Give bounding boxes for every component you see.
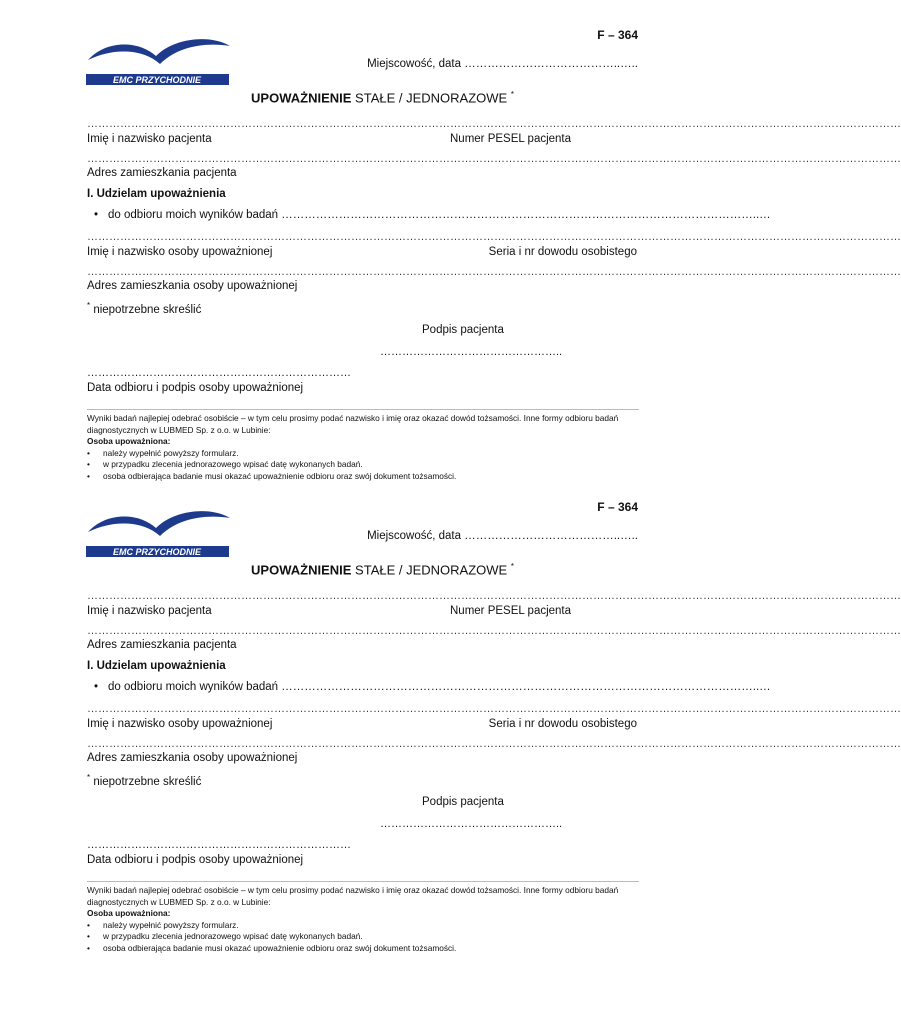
section-heading: I. Udzielam upoważnienia [87, 188, 226, 200]
patient-address-field[interactable]: …………………………………………………………………………………………………………………………………………………………………………………………………… [87, 153, 901, 165]
pickup-label: Data odbioru i podpis osoby upoważnionej [87, 854, 304, 866]
note-item: • w przypadku zlecenia jednorazowego wpisać datę wykonanych badań. [103, 459, 639, 471]
strike-mark: * [87, 773, 91, 782]
strike-note [87, 773, 201, 788]
strike-mark: * [87, 301, 91, 310]
title-rest: STAŁE / JEDNORAZOWE [351, 562, 511, 578]
strike-note [87, 301, 201, 316]
pickup-date-field[interactable]: ……………………………………………………………… [87, 839, 351, 851]
patient-address-field[interactable]: …………………………………………………………………………………………………………………………………………………………………………………………………… [87, 625, 901, 637]
patient-address-label: Adres zamieszkania pacjenta [87, 639, 237, 651]
strike-text: niepotrzebne skreślić [90, 303, 202, 316]
title-rest: STAŁE / JEDNORAZOWE [351, 90, 511, 106]
pesel-label: Numer PESEL pacjenta [450, 133, 572, 145]
authorization-form-1 [0, 0, 901, 481]
authorization-form-2 [0, 472, 901, 953]
note-item: • należy wypełnić powyższy formularz. [103, 920, 639, 932]
patient-name-label: Imię i nazwisko pacjenta [87, 133, 212, 145]
section-heading: I. Udzielam upoważnienia [87, 660, 226, 672]
note-item: • w przypadku zlecenia jednorazowego wpisać datę wykonanych badań. [103, 931, 639, 943]
pickup-date-field[interactable]: ……………………………………………………………… [87, 367, 351, 379]
divider [87, 881, 639, 882]
note-heading: Osoba upoważniona: [87, 908, 171, 918]
form-code: F – 364 [597, 500, 638, 514]
place-date-field[interactable]: Miejscowość, data …………………………………..….. [367, 58, 638, 70]
logo-text: EMC PRZYCHODNIE [112, 75, 202, 85]
divider [87, 409, 639, 410]
note-item: • osoba odbierająca badanie musi okazać upoważnienie odbioru oraz swój dokument tożsamości. [103, 943, 639, 955]
note-heading: Osoba upoważniona: [87, 436, 171, 446]
pesel-label: Numer PESEL pacjenta [450, 605, 572, 617]
form-title [0, 90, 725, 105]
auth-name-field[interactable]: …………………………………………………………………………………………………………………………………………………………………………………………………… [87, 231, 901, 243]
auth-address-field[interactable]: …………………………………………………………………………………………………………………………………………………………………………………………………… [87, 738, 901, 750]
auth-address-field[interactable]: …………………………………………………………………………………………………………………………………………………………………………………………………… [87, 266, 901, 278]
note-list [87, 920, 639, 955]
id-series-label: Seria i nr dowodu osobistego [488, 246, 637, 258]
results-bullet[interactable]: • do odbioru moich wyników badań ……………………………………………………………………………………………………………..… [94, 681, 771, 693]
info-note [87, 885, 639, 954]
form-code: F – 364 [597, 28, 638, 42]
patient-sign-field[interactable]: ………………………………………….. [380, 346, 563, 358]
form-title [0, 562, 725, 577]
title-bold: UPOWAŻNIENIE [251, 90, 352, 106]
patient-name-field[interactable]: …………………………………………………………………………………………………………………………………………………………………………………………………… [87, 118, 901, 130]
note-text: Wyniki badań najlepiej odebrać osobiście – w tym celu prosimy podać nazwisko i imię oraz okazać dowód tożsamości. Inne formy odbioru badań diagnostycznych w LUBMED Sp. z o.o. w Lubinie: [87, 413, 619, 435]
title-bold: UPOWAŻNIENIE [251, 562, 352, 578]
auth-name-field[interactable]: …………………………………………………………………………………………………………………………………………………………………………………………………… [87, 703, 901, 715]
pickup-label: Data odbioru i podpis osoby upoważnionej [87, 382, 304, 394]
emc-logo [86, 36, 232, 93]
patient-sign-label: Podpis pacjenta [422, 324, 504, 336]
patient-address-label: Adres zamieszkania pacjenta [87, 167, 237, 179]
patient-sign-label: Podpis pacjenta [422, 796, 504, 808]
results-bullet[interactable]: • do odbioru moich wyników badań ……………………………………………………………………………………………………………..… [94, 209, 771, 221]
logo-text: EMC PRZYCHODNIE [112, 547, 202, 557]
auth-address-label: Adres zamieszkania osoby upoważnionej [87, 280, 298, 292]
title-mark: * [510, 90, 514, 99]
place-date-field[interactable]: Miejscowość, data …………………………………..….. [367, 530, 638, 542]
results-bullet-text: do odbioru moich wyników badań ……………………………………………………………………………………………………………..… [108, 209, 771, 221]
note-item: • należy wypełnić powyższy formularz. [103, 448, 639, 460]
note-item: • osoba odbierająca badanie musi okazać upoważnienie odbioru oraz swój dokument tożsamości. [103, 471, 639, 483]
patient-name-field[interactable]: …………………………………………………………………………………………………………………………………………………………………………………………………… [87, 590, 901, 602]
strike-text: niepotrzebne skreślić [90, 775, 202, 788]
auth-address-label: Adres zamieszkania osoby upoważnionej [87, 752, 298, 764]
note-text: Wyniki badań najlepiej odebrać osobiście – w tym celu prosimy podać nazwisko i imię oraz okazać dowód tożsamości. Inne formy odbioru badań diagnostycznych w LUBMED Sp. z o.o. w Lubinie: [87, 885, 619, 907]
patient-name-label: Imię i nazwisko pacjenta [87, 605, 212, 617]
patient-sign-field[interactable]: ………………………………………….. [380, 818, 563, 830]
auth-name-label: Imię i nazwisko osoby upoważnionej [87, 718, 273, 730]
emc-logo [86, 508, 232, 565]
id-series-label: Seria i nr dowodu osobistego [488, 718, 637, 730]
auth-name-label: Imię i nazwisko osoby upoważnionej [87, 246, 273, 258]
title-mark: * [510, 562, 514, 571]
results-bullet-text: do odbioru moich wyników badań ……………………………………………………………………………………………………………..… [108, 681, 771, 693]
